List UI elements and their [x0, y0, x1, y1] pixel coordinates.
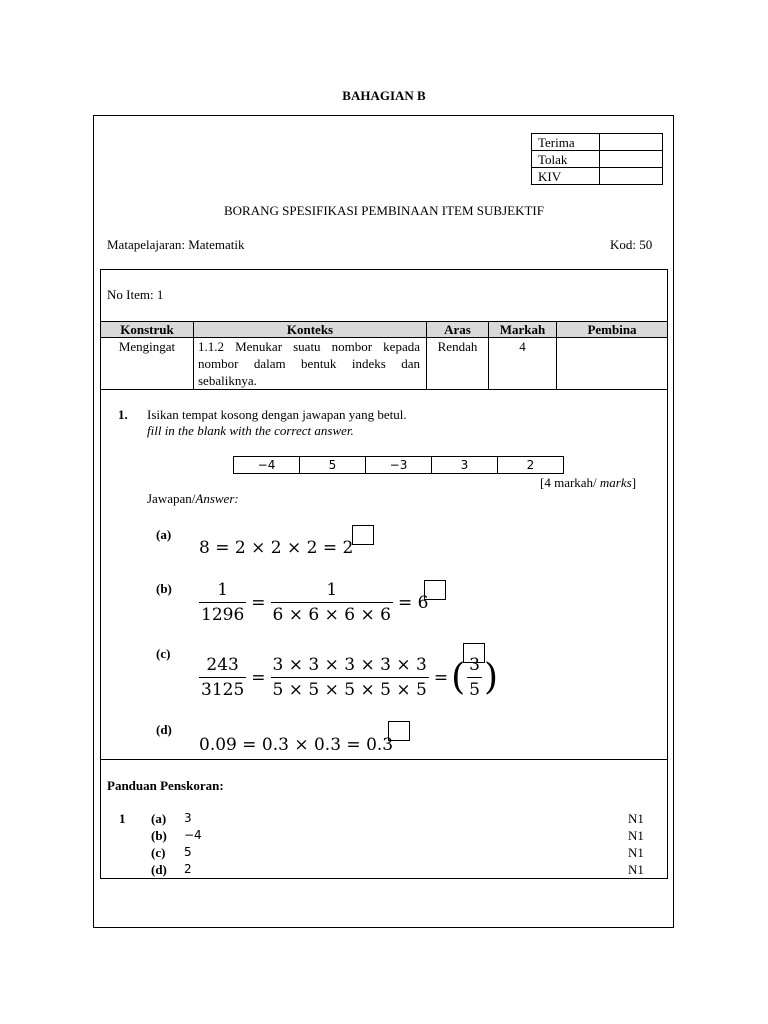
scoring-part: (d) — [151, 862, 167, 877]
scoring-part: (b) — [151, 828, 167, 843]
code-label: Kod: 50 — [610, 237, 653, 252]
status-row — [532, 151, 663, 168]
status-label: Terima — [532, 134, 600, 151]
question-text: Isikan tempat kosong dengan jawapan yang betul. — [147, 407, 407, 422]
answer-box-a[interactable] — [352, 525, 374, 545]
spec-konteks: 1.1.2 Menukar suatu nombor kepada nombor dalam bentuk indeks dan sebaliknya. — [194, 338, 427, 390]
part-d-expression: 0.09 = 0.3 × 0.3 = 0.3 — [199, 735, 394, 755]
status-value — [600, 134, 663, 151]
denominator: 3125 — [199, 677, 246, 700]
part-b-label: (b) — [156, 581, 172, 596]
question-text-english: fill in the blank with the correct answer. — [147, 423, 354, 438]
numerator: 1 — [326, 580, 338, 600]
spec-header: Konstruk — [101, 322, 194, 338]
fraction — [199, 655, 246, 700]
answer-box-d[interactable] — [388, 721, 410, 741]
scoring-part: (c) — [151, 845, 166, 860]
equals-sign: = — [251, 592, 266, 613]
status-value — [600, 151, 663, 168]
denominator: 5 — [467, 677, 482, 700]
spec-table — [100, 321, 668, 390]
status-label: KIV — [532, 168, 600, 185]
equals-sign: = — [433, 667, 449, 688]
part-b-expression — [197, 580, 428, 625]
numerator: 1 — [217, 580, 229, 600]
marks-label — [540, 475, 636, 491]
scoring-answer: 3 — [184, 811, 192, 825]
part-a-label: (a) — [156, 527, 172, 542]
section-title: BAHAGIAN B — [342, 88, 426, 103]
denominator: 5 × 5 × 5 × 5 × 5 — [271, 677, 429, 700]
choice-row — [234, 457, 564, 474]
answer-label — [147, 491, 239, 507]
divider — [100, 389, 668, 390]
right-paren: ) — [483, 656, 498, 698]
form-title: BORANG SPESIFIKASI PEMBINAAN ITEM SUBJEKTIF — [224, 203, 544, 218]
status-value — [600, 168, 663, 185]
status-row — [532, 134, 663, 151]
scoring-part: (a) — [151, 811, 167, 826]
scoring-mark: N1 — [628, 811, 644, 826]
spec-header: Aras — [427, 322, 489, 338]
denominator: 1296 — [199, 602, 246, 625]
equals-sign: = — [251, 667, 266, 688]
part-c-label: (c) — [156, 646, 171, 661]
part-a-expression: 8 = 2 × 2 × 2 = 2 — [199, 538, 354, 558]
status-row — [532, 168, 663, 185]
choice-cell: 5 — [300, 457, 366, 474]
scoring-mark: N1 — [628, 828, 644, 843]
numerator: 3 × 3 × 3 × 3 × 3 — [272, 655, 427, 675]
subject-label: Matapelajaran: Matematik — [107, 237, 245, 252]
answer-box-b[interactable] — [424, 580, 446, 600]
scoring-mark: N1 — [628, 845, 644, 860]
marks-italic: marks — [599, 475, 632, 490]
item-number: No Item: 1 — [107, 287, 164, 302]
choice-cell: 2 — [498, 457, 564, 474]
spec-markah: 4 — [489, 338, 557, 390]
left-paren: ( — [451, 656, 466, 698]
spec-row — [101, 338, 668, 390]
scoring-guide-title: Panduan Penskoran: — [107, 778, 224, 793]
scoring-answer: 2 — [184, 862, 192, 876]
status-label: Tolak — [532, 151, 600, 168]
spec-header-row — [101, 322, 668, 338]
part-d-label: (d) — [156, 722, 172, 737]
marks-suffix: ] — [631, 475, 637, 490]
numerator: 3 — [469, 655, 480, 675]
scoring-mark: N1 — [628, 862, 644, 877]
scoring-answer: −4 — [184, 828, 202, 842]
numerator: 243 — [206, 655, 239, 675]
spec-pembina — [557, 338, 668, 390]
denominator: 6 × 6 × 6 × 6 — [271, 602, 393, 625]
fraction — [199, 580, 246, 625]
fraction — [271, 655, 429, 700]
question-number: 1. — [118, 407, 128, 422]
spec-header: Konteks — [194, 322, 427, 338]
spec-header: Markah — [489, 322, 557, 338]
marks-prefix: [4 markah/ — [540, 475, 600, 490]
answer-box-c[interactable] — [463, 643, 485, 663]
status-table — [531, 133, 663, 185]
choice-table — [233, 456, 564, 474]
part-c-expression — [197, 655, 498, 700]
expression-tail: = 6 — [397, 592, 429, 613]
divider — [100, 759, 668, 760]
choice-cell: 3 — [432, 457, 498, 474]
answer-label-en: Answer: — [195, 491, 239, 506]
answer-label-ms: Jawapan/ — [147, 491, 196, 506]
fraction — [271, 580, 393, 625]
choice-cell: −4 — [234, 457, 300, 474]
spec-aras: Rendah — [427, 338, 489, 390]
scoring-question-number: 1 — [119, 811, 126, 826]
spec-header: Pembina — [557, 322, 668, 338]
scoring-answer: 5 — [184, 845, 192, 859]
choice-cell: −3 — [366, 457, 432, 474]
spec-konstruk: Mengingat — [101, 338, 194, 390]
